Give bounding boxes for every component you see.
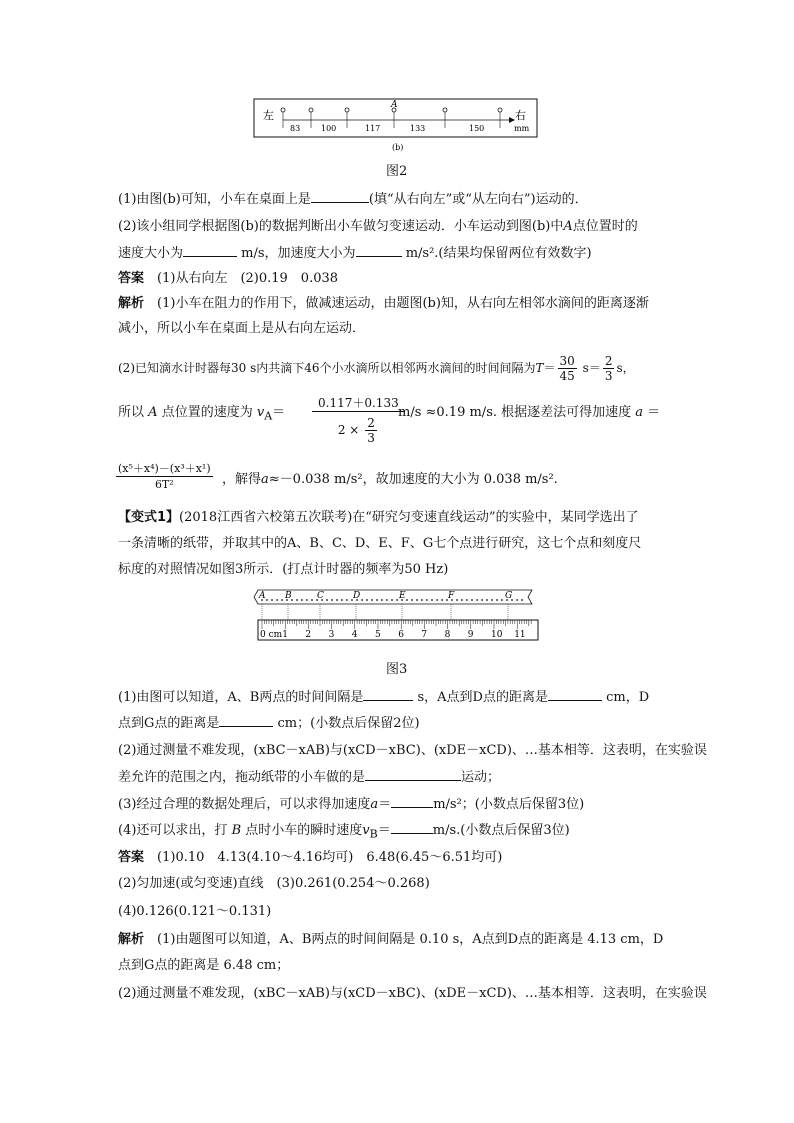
ruler-label: 7: [421, 630, 428, 640]
analysis-2-line-1: 解析 (1)由题图可以知道，A、B两点的时间间隔是 0.10 s，A点到D点的距离是 4.13 cm，D: [118, 932, 664, 947]
tape-dot: [326, 599, 328, 601]
tape-dot: [521, 599, 523, 601]
tape-point-g: G: [505, 591, 513, 601]
question-2-line-2: 速度大小为 m/s，加速度大小为 m/s².(结果均保留两位有效数字): [118, 246, 592, 261]
tape-dot: [501, 599, 503, 601]
ruler-label: 10: [491, 630, 503, 640]
var-question-1-line-2: 点到G点的距离是 cm；(小数点后保留2位): [118, 716, 420, 731]
tape-dot: [311, 599, 313, 601]
tape-dot: [371, 599, 373, 601]
variation-1-line-1: 【变式1】(2018江西省六校第五次联考)在“研究匀变速直线运动”的实验中，某同学选出了: [118, 510, 639, 525]
tape-dot: [306, 599, 308, 601]
fig-b-right-label: 右: [515, 109, 526, 122]
ruler-label: 9: [467, 630, 474, 640]
ruler-label: 3: [328, 630, 335, 640]
fig-b-seg-2: 100: [321, 124, 337, 133]
tape-dot: [496, 599, 498, 601]
fig2-caption: 图2: [386, 164, 408, 179]
figure-b: [253, 98, 543, 156]
answer-2-line-3: (4)0.126(0.121～0.131): [118, 904, 272, 919]
tape-dot: [361, 599, 363, 601]
tape-dot: [426, 599, 428, 601]
var-question-4: (4)还可以求出，打 B 点时小车的瞬时速度$v_B= m/s$.(小数点后保留3位): [118, 823, 570, 841]
tape-dot: [271, 599, 273, 601]
fig-b-seg-3: 117: [365, 124, 381, 133]
var-question-3: (3)经过合理的数据处理后，可以求得加速度a＝ m/s²；(小数点后保留3位): [118, 797, 585, 812]
analysis-2-line-2: 点到G点的距离是 6.48 cm；: [118, 958, 290, 973]
variation-1-line-3: 标度的对照情况如图3所示．(打点计时器的频率为50 Hz): [118, 562, 449, 577]
fig-b-seg-5: 150: [469, 124, 485, 133]
fig-b-drop-3: [345, 108, 349, 112]
answer-2-line-2: (2)匀加速(或匀变速)直线 (3)0.261(0.254～0.268): [118, 876, 430, 891]
tape-point-f: F: [448, 591, 455, 601]
ruler-label: 11: [514, 630, 526, 640]
tape-dot: [391, 599, 393, 601]
tape-dot: [281, 599, 283, 601]
var-question-2: (2)通过测量不难发现，(xBC－xAB)与(xCD－xBC)、(xDE－xCD)、…基本相等．这表明，在实验误: [118, 743, 707, 758]
var-question-2-line-2: 差允许的范围之内，拖动纸带的小车做的是 运动；: [118, 770, 501, 785]
ruler-label: 4: [351, 630, 358, 640]
tape-dot: [486, 599, 488, 601]
figure-3-ruler: [250, 588, 542, 644]
tape-dot: [491, 599, 493, 601]
tape-dot: [421, 599, 423, 601]
analysis-1-line-4-tail: m/s ≈0.19 m/s. 根据逐差法可得加速度 a ＝: [398, 405, 661, 420]
tape-point-d: D: [353, 591, 361, 601]
tape-dot: [386, 599, 388, 601]
fig-b-left-label: 左: [263, 109, 274, 122]
ruler-label: 1: [282, 630, 288, 640]
fig-b-drop-6: [498, 108, 502, 112]
tape-dot: [461, 599, 463, 601]
tape-point-c: C: [317, 591, 324, 601]
ruler-label: 6: [398, 630, 404, 640]
tape-dot: [431, 599, 433, 601]
tape-dot: [516, 599, 518, 601]
ruler-label: 5: [375, 630, 381, 640]
analysis-1-line-2: 减小，所以小车在桌面上是从右向左运动．: [118, 321, 366, 336]
analysis-2-line-3: (2)通过测量不难发现，(xBC－xAB)与(xCD－xBC)、(xDE－xCD)、…基本相等．这表明，在实验误: [118, 986, 707, 1001]
fig-b-drop-5: [443, 108, 447, 112]
velocity-fraction: 0.117＋0.133 2 × $\frac{2}{3}$: [312, 395, 405, 445]
tape-dot: [441, 599, 443, 601]
ruler-label: 0 cm: [260, 630, 283, 640]
tape-dot: [381, 599, 383, 601]
tape-point-b: B: [285, 591, 292, 601]
acceleration-fraction: (x⁵＋x⁴)－(x³＋x¹) 6T²: [118, 462, 211, 491]
tape-dot: [481, 599, 483, 601]
tape-dot: [266, 599, 268, 601]
variation-1-line-2: 一条清晰的纸带，并取其中的A、B、C、D、E、F、G七个点进行研究，这七个点和刻度尺: [118, 536, 642, 551]
analysis-1-line-5: ，解得a≈－0.038 m/s²，故加速度的大小为 0.038 m/s².: [222, 472, 558, 487]
analysis-1-line-1: 解析 (1)小车在阻力的作用下，做减速运动，由题图(b)知，从右向左相邻水滴间的距离逐渐: [118, 296, 649, 311]
question-2: (2)该小组同学根据图(b)的数据判断出小车做匀变速运动．小车运动到图(b)中A点位置时的: [118, 219, 638, 234]
answer-2-line-1: 答案 (1)0.10 4.13(4.10～4.16均可) 6.48(6.45～6.51均可): [118, 850, 503, 865]
tape-dot: [301, 599, 303, 601]
tape-dot: [341, 599, 343, 601]
tape-dot: [336, 599, 338, 601]
fig3-caption: 图3: [386, 662, 408, 677]
tape-dot: [471, 599, 473, 601]
tape-dot: [466, 599, 468, 601]
tape-dot: [396, 599, 398, 601]
fig-b-drop-1: [281, 108, 285, 112]
tape-dot: [376, 599, 378, 601]
fig-b-sub: (b): [392, 143, 404, 152]
tape-dot: [476, 599, 478, 601]
tape-dot: [331, 599, 333, 601]
tape-dot: [366, 599, 368, 601]
tape-dot: [436, 599, 438, 601]
fig-b-drop-2: [309, 108, 313, 112]
fig-b-point-a: A: [391, 100, 398, 110]
tape-point-a: A: [259, 591, 266, 601]
fig-b-seg-1: 83: [290, 124, 301, 133]
fig-b-seg-4: 133: [410, 124, 426, 133]
ruler-label: 8: [444, 630, 451, 640]
tape-dot: [346, 599, 348, 601]
tape-dot: [296, 599, 298, 601]
var-question-1: (1)由图可以知道，A、B两点的时间间隔是 s，A点到D点的距离是 cm，D: [118, 690, 650, 705]
tape-point-e: E: [399, 591, 406, 601]
fig-b-unit: mm: [514, 124, 530, 133]
ruler-label: 2: [305, 630, 312, 640]
answer-1: 答案 (1)从右向左 (2)0.19 0.038: [118, 271, 339, 286]
tape-dot: [456, 599, 458, 601]
analysis-1-line-4: 所以 A 点位置的速度为 $v_A=$: [118, 405, 286, 423]
tape-dot: [411, 599, 413, 601]
question-1: (1)由图(b)可知，小车在桌面上是 (填“从右向左”或“从左向右”)运动的．: [118, 192, 588, 207]
tape-dot: [276, 599, 278, 601]
analysis-1-line-3: (2)已知滴水计时器每30 s内共滴下46个小水滴所以相邻两水滴间的时间间隔为T＝ $\frac{30}{45}$ s＝ $\frac{2}{3}$ s，: [118, 354, 635, 383]
tape-dot: [406, 599, 408, 601]
tape-dot: [416, 599, 418, 601]
